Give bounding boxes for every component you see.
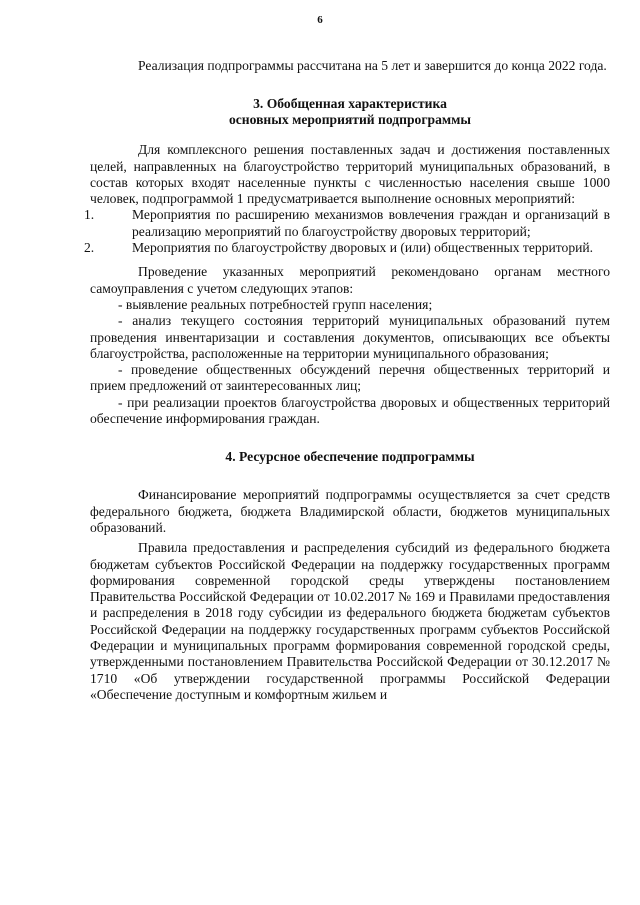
stages-lead-paragraph: Проведение указанных мероприятий рекомендовано органам местного самоуправления с учетом следующих этапов:: [90, 264, 610, 296]
section3-title-line1: 3. Обобщенная характеристика: [253, 96, 447, 112]
section4-title: 4. Ресурсное обеспечение подпрограммы: [225, 449, 475, 465]
stage-item: - анализ текущего состояния территорий муниципальных образований путем проведения инвентаризации и составления документов, описывающих все объекты благоустройства, расположенные на территории муниципального образования;: [90, 313, 610, 361]
intro-paragraph: Реализация подпрограммы рассчитана на 5 лет и завершится до конца 2022 года.: [138, 58, 607, 73]
list-item-number: 1.: [84, 207, 95, 223]
list-item: [84, 240, 610, 256]
section4-paragraph-1: Финансирование мероприятий подпрограммы осуществляется за счет средств федерального бюджета, бюджета Владимирской области, бюджетов муниципальных образований.: [90, 487, 610, 535]
section3-lead-paragraph: Для комплексного решения поставленных задач и достижения поставленных целей, направленных на благоустройство территорий муниципальных образований, в состав которых входят населенные пункты с численностью населения свыше 1000 человек, подпрограммой 1 предусматривается выполнение основных мероприятий:: [90, 142, 610, 207]
stage-item: - при реализации проектов благоустройства дворовых и общественных территорий обеспечение информирования граждан.: [90, 394, 610, 427]
stage-item: - проведение общественных обсуждений перечня общественных территорий и прием предложений от заинтересованных лиц;: [90, 362, 610, 394]
stage-item: - выявление реальных потребностей групп населения;: [118, 296, 433, 312]
page-content: [84, 58, 610, 703]
list-item-text: Мероприятия по благоустройству дворовых и (или) общественных территорий.: [132, 240, 594, 256]
section3-title-line2: основных мероприятий подпрограммы: [228, 112, 472, 128]
page-number: 6: [317, 14, 323, 26]
list-item-text: Мероприятия по расширению механизмов вовлечения граждан и организаций в реализацию мероприятий по благоустройству дворовых территорий;: [132, 207, 610, 239]
list-item-number: 2.: [84, 240, 95, 256]
list-item: [84, 207, 610, 240]
section4-paragraph-2: Правила предоставления и распределения субсидий из федерального бюджета бюджетам субъектов Российской Федерации на поддержку государственных программ формирования современной городской среды утверждены постановлением Правительства Российской Федерации от 10.02.2017 № 169 и Правилами предоставления и распределения в 2018 году субсидии из федерального бюджета бюджетам субъектов Российской Федерации на поддержку государственных программ субъектов Российской Федерации и муниципальных программ формирования современной городской среды, утвержденными постановлением Правительства Российской Федерации от 30.12.2017 № 1710 «Об утверждении государственной программы Российской Федерации «Обеспечение доступным и комфортным жильем и: [90, 540, 610, 702]
measures-list: [84, 207, 610, 256]
section3-title: [90, 96, 610, 128]
